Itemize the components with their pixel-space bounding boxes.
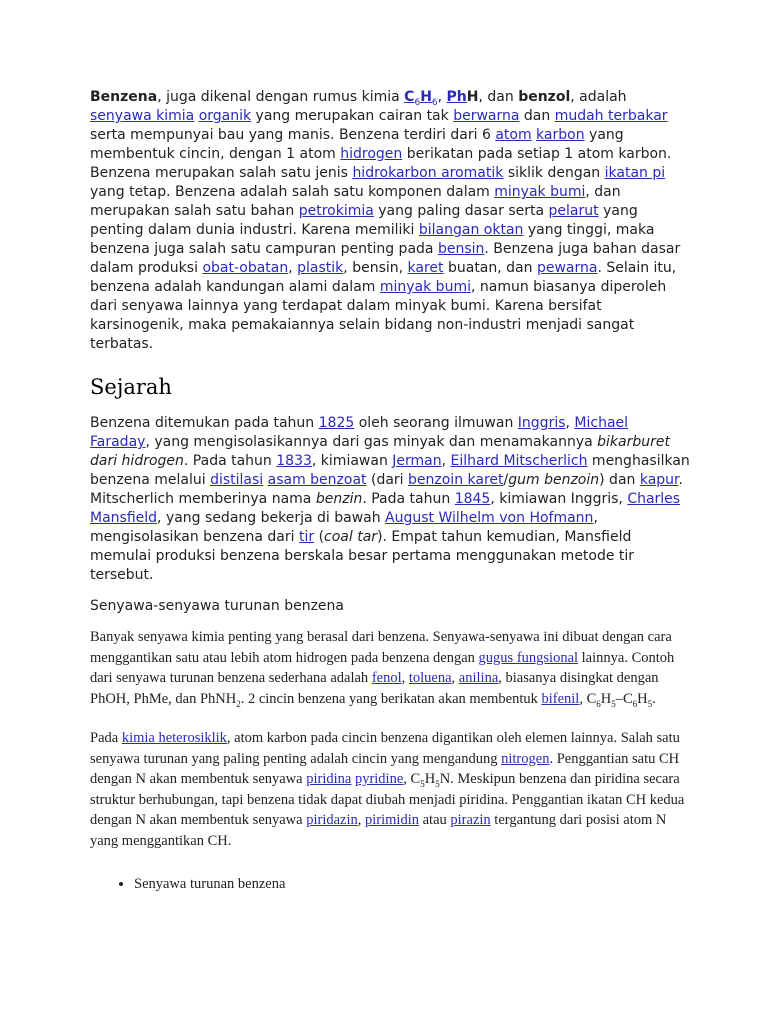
text: berikatan pada setiap 1 atom karbon. Benzena merupakan salah satu jenis <box>90 146 672 181</box>
text: , bensin, <box>343 260 408 276</box>
subscript: 5 <box>435 778 440 789</box>
text: , namun biasanya diperoleh dari senyawa lainnya yang terdapat dalam minyak bumi. Karena bersifat karsinogenik, maka pemakaiannya selain bidang non-industri menjadi sangat terbatas. <box>90 279 667 352</box>
text: ). Empat tahun kemudian, Mansfield memulai produksi benzena berskala besar pertama menggunakan metode tir tersebut. <box>90 529 635 583</box>
link-bifenil[interactable]: bifenil <box>541 690 580 707</box>
subscript: 6 <box>431 97 438 108</box>
subscript: 6 <box>414 97 421 108</box>
link-michael-faraday[interactable]: Michael Faraday <box>90 415 629 450</box>
text: H <box>424 771 436 787</box>
link-pelarut[interactable]: pelarut <box>548 203 599 219</box>
link-formula-c6h6[interactable] <box>404 89 438 108</box>
text: , mengisolasikan benzena dari <box>90 510 598 545</box>
text: . Pada tahun <box>183 453 277 469</box>
text: dan <box>519 108 555 124</box>
italic-term: gum benzoin <box>508 472 600 488</box>
term-benzena: Benzena <box>90 89 158 105</box>
text: , <box>441 453 451 469</box>
text: lainnya. Contoh dari senyawa turunan benzena sederhana adalah <box>90 649 675 686</box>
text: , C <box>579 690 597 707</box>
sejarah-paragraph <box>90 414 690 585</box>
text: , <box>357 812 366 828</box>
link-jerman[interactable]: Jerman <box>392 453 442 469</box>
link-piridazin[interactable]: piridazin <box>306 812 358 828</box>
text: menghasilkan benzena melalui <box>90 453 690 488</box>
link-fenol[interactable]: fenol <box>371 670 402 686</box>
term-benzol: benzol <box>518 89 571 105</box>
text: . 2 cincin benzena yang berikatan akan membentuk <box>240 690 542 707</box>
text: H <box>466 89 479 105</box>
link-ph[interactable] <box>447 89 467 105</box>
subscript: 6 <box>596 698 601 709</box>
text: buatan, dan <box>443 260 537 276</box>
text: H <box>600 690 612 707</box>
link-nitrogen[interactable]: nitrogen <box>501 750 550 767</box>
text: , <box>565 415 575 431</box>
text: , juga dikenal dengan rumus kimia <box>157 89 405 105</box>
link-kapur[interactable]: kapur <box>639 472 679 488</box>
text: Benzena ditemukan pada tahun <box>90 415 319 431</box>
link-obat-obatan[interactable]: obat-obatan <box>202 260 289 276</box>
link-plastik[interactable]: plastik <box>297 260 344 276</box>
link-organik[interactable]: organik <box>198 108 252 124</box>
link-mudah-terbakar[interactable]: mudah terbakar <box>554 108 668 124</box>
text: , <box>288 260 298 276</box>
link-berwarna[interactable]: berwarna <box>453 108 520 124</box>
link-karet[interactable]: karet <box>407 260 444 276</box>
text: / <box>503 472 509 488</box>
link-bilangan-oktan[interactable]: bilangan oktan <box>418 222 524 238</box>
text: H <box>420 89 432 105</box>
link-1845[interactable]: 1845 <box>454 491 491 507</box>
text: . Mitscherlich memberinya nama <box>90 472 683 507</box>
text: atau <box>419 812 451 828</box>
link-toluena[interactable]: toluena <box>408 670 452 686</box>
text: . Selain itu, benzena adalah kandungan alami dalam <box>90 260 677 295</box>
link-pirazin[interactable]: pirazin <box>450 812 491 828</box>
link-inggris[interactable]: Inggris <box>517 415 566 431</box>
link-1833[interactable]: 1833 <box>276 453 312 469</box>
link-pyridine[interactable]: pyridine <box>354 771 404 787</box>
text: . Penggantian satu CH dengan N akan membentuk senyawa <box>90 750 680 787</box>
text: serta mempunyai bau yang manis. Benzena terdiri dari 6 <box>90 127 496 143</box>
text: , <box>401 670 409 686</box>
subscript: 5 <box>420 778 425 789</box>
text: , <box>437 89 447 105</box>
link-pirimidin[interactable]: pirimidin <box>365 812 419 828</box>
text: Pada <box>90 730 122 746</box>
link-piridina[interactable]: piridina <box>306 771 352 787</box>
intro-paragraph <box>90 88 690 354</box>
link-benzoin-karet[interactable]: benzoin karet <box>408 472 504 488</box>
subsection-heading-turunan: Senyawa-senyawa turunan benzena <box>90 598 344 614</box>
link-charles-mansfield[interactable]: Charles Mansfield <box>90 491 681 526</box>
text: yang merupakan cairan tak <box>251 108 454 124</box>
link-pewarna[interactable]: pewarna <box>536 260 598 276</box>
text: . Pada tahun <box>362 491 455 507</box>
section-heading-sejarah: Sejarah <box>90 375 172 399</box>
text: , yang sedang bekerja di bawah <box>157 510 386 526</box>
link-eilhard-mitscherlich[interactable]: Eilhard Mitscherlich <box>450 453 588 469</box>
link-hidrokarbon-aromatik[interactable]: hidrokarbon aromatik <box>352 165 504 181</box>
link-1825[interactable]: 1825 <box>318 415 355 431</box>
subscript: 5 <box>611 698 616 709</box>
link-gugus-fungsional[interactable]: gugus fungsional <box>478 649 579 666</box>
bullet-list <box>90 874 690 894</box>
link-karbon[interactable]: karbon <box>536 127 585 143</box>
italic-term: bikarburet dari hidrogen <box>90 434 670 469</box>
text: , kimiawan <box>311 453 393 469</box>
link-kimia-heterosiklik[interactable]: kimia heterosiklik <box>121 730 227 746</box>
turunan-paragraph-2 <box>90 728 690 851</box>
text: yang paling dasar serta <box>373 203 549 219</box>
text: , dan <box>478 89 519 105</box>
document-page <box>90 88 690 894</box>
link-minyak-bumi-2[interactable]: minyak bumi <box>379 279 471 295</box>
subscript: 2 <box>236 698 241 709</box>
text: oleh seorang ilmuwan <box>354 415 518 431</box>
text: Ph <box>446 89 467 105</box>
link-atom[interactable]: atom <box>495 127 532 143</box>
italic-term: coal tar <box>324 529 378 545</box>
text: , kimiawan Inggris, <box>490 491 628 507</box>
text: , yang mengisolasikannya dari gas minyak dan menamakannya <box>145 434 598 450</box>
text: yang tinggi, maka benzena juga salah satu campuran penting pada <box>90 222 655 257</box>
link-asam-benzoat[interactable]: asam benzoat <box>267 472 367 488</box>
italic-term: benzin <box>315 491 363 507</box>
subscript: 5 <box>647 698 653 709</box>
text: C <box>404 89 415 105</box>
link-minyak-bumi[interactable]: minyak bumi <box>494 184 586 200</box>
text: siklik dengan <box>503 165 605 181</box>
link-ikatan-pi[interactable]: ikatan pi <box>604 165 666 181</box>
text: . <box>652 690 656 707</box>
text: , biasanya disingkat dengan PhOH, PhMe, dan PhNH <box>90 670 659 707</box>
link-senyawa-kimia[interactable]: senyawa kimia <box>90 108 195 124</box>
link-bensin[interactable]: bensin <box>437 241 485 257</box>
list-item: • Senyawa turunan benzena <box>134 874 690 894</box>
text: , dan merupakan salah satu bahan <box>90 184 621 219</box>
text: ( <box>314 529 325 545</box>
text: Banyak senyawa kimia penting yang berasal dari benzena. Senyawa-senyawa ini dibuat dengan cara menggantikan satu atau lebih atom hidrogen pada benzena dengan <box>90 629 672 666</box>
text: tergantung dari posisi atom N yang menggantikan CH. <box>90 812 667 849</box>
text: –C <box>615 690 633 707</box>
text: , <box>451 670 459 686</box>
text: (dari <box>366 472 409 488</box>
link-tir[interactable]: tir <box>298 529 315 545</box>
text: yang penting dalam dunia industri. Karena memiliki <box>90 203 638 238</box>
link-hidrogen[interactable]: hidrogen <box>340 146 403 162</box>
text: , atom karbon pada cincin benzena digantikan oleh elemen lainnya. Salah satu senyawa turunan yang paling penting adalah cincin yang mengandung <box>90 730 680 767</box>
text: . Benzena juga bahan dasar dalam produksi <box>90 241 681 276</box>
turunan-paragraph-1 <box>90 627 690 709</box>
text: yang membentuk cincin, dengan 1 atom <box>90 127 624 162</box>
text: yang tetap. Benzena adalah salah satu komponen dalam <box>90 184 495 200</box>
subscript: 6 <box>632 698 638 709</box>
text: , C <box>403 771 421 787</box>
text: ) dan <box>599 472 640 488</box>
text: , adalah <box>570 89 627 105</box>
link-august-wilhelm-von-hofmann[interactable]: August Wilhelm von Hofmann <box>385 510 594 526</box>
text: N. Meskipun benzena dan piridina secara struktur berhubungan, tapi benzena tidak dapat diubah menjadi piridina. Penggantian ikatan CH kedua dengan N akan membentuk senyawa <box>90 771 685 828</box>
link-anilina[interactable]: anilina <box>458 670 499 686</box>
text: H <box>637 690 648 707</box>
link-distilasi[interactable]: distilasi <box>210 472 264 488</box>
link-petrokimia[interactable]: petrokimia <box>298 203 374 219</box>
